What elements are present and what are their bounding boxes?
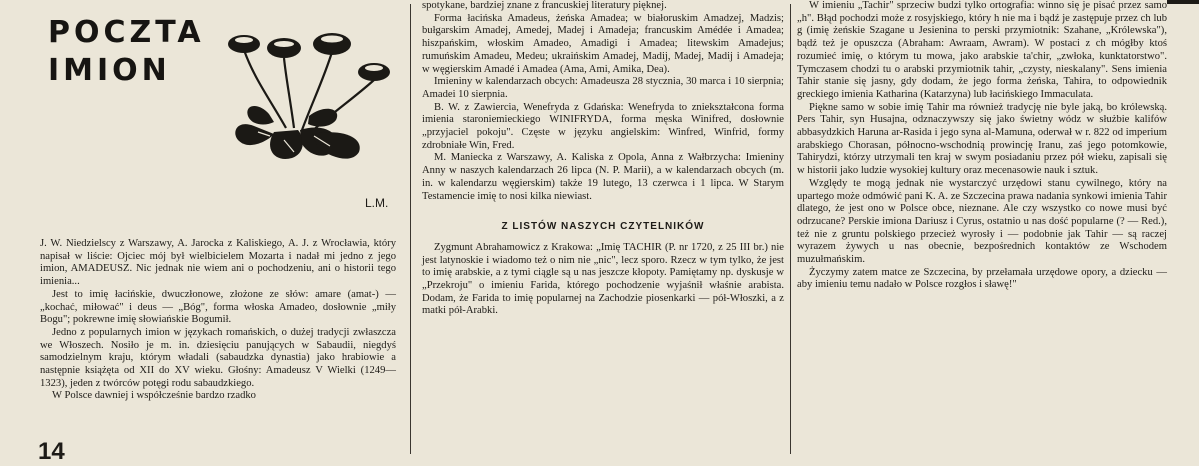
section-subheading: Z LISTÓW NASZYCH CZYTELNIKÓW [501, 221, 705, 233]
col1-paragraph-4: W Polsce dawniej i współcześnie bardzo rzadko [52, 390, 256, 402]
col2-paragraph-2: Forma łacińska Amadeus, żeńska Amadea; w białoruskim Amadzej, Madzis; bułgarskim Amadej, Amedej, Madej i Amadeja; francuskim Amédée i Amadea; hiszpańskim, włoskim Amadeo, Amadigi i Amadea; litewskim Amadejus; rumuńskim Amadeu, Medeu; ukraińskim Amadej, Madij, Madej, Madij i Amadeja; w węgierskim Amadé i Amadea (Ama, Ami, Amika, Dea). [422, 12, 784, 75]
col2-paragraph-6: Zygmunt Abrahamowicz z Krakowa: „Imię TACHIR (P. nr 1720, z 25 III br.) nie jest latynoskie i wiadomo też o nim nie „nic", lecz sporo. Rzecz w tym tylko, że jest to imię arabskie, a z tymi ciągle są u nas jeszcze kłopoty. Pamiętamy np. dyskusje w „Przekroju" o imieniu Farida, którego pochodzenie wyjaśnił właśnie arabista. Dodam, że Farida to imię popularnej na Zachodzie piosenkarki — pół-Włoszki, a z matki pół-Arabki. [422, 241, 784, 317]
article-title [48, 14, 205, 90]
column-3 [797, 0, 1167, 292]
col2-paragraph-5: M. Maniecka z Warszawy, A. Kaliska z Opola, Anna z Wałbrzycha: Imieniny Anny w naszych kalendarzach 26 lipca (N. P. Marii), a w kalendarzach obcych (m. in. w kalendarzu węgierskim) także 19 lutego, 13 czerwca i 1 lipca. W Starym Testamencie imię to nosi kilka niewiast. [422, 152, 784, 202]
title-line-1: POCZTA [48, 15, 205, 50]
col2-paragraph-1: spotykane, bardziej znane z francuskiej literatury pięknej. [422, 0, 667, 11]
column-divider [790, 4, 791, 454]
col1-paragraph-3: Jedno z popularnych imion w językach romańskich, o dużej tradycji zwłaszcza we Włoszech. Nosiło je m. in. dziesięciu panujących w Sabaudii, niegdyś samodzielnym kraju, którym władali (sabaudzka dynastia) jako hrabiowie a następnie książęta od XII do XV wieku. Głośny: Amadeusz V Wielki (1249—1323), jeden z twórców potęgi rodu sabaudzkiego. [40, 326, 396, 389]
daisy-illustration [214, 18, 404, 168]
col1-paragraph-1: J. W. Niedzielscy z Warszawy, A. Jarocka z Kaliskiego, A. J. z Wrocławia, który napisał w liście: Ojciec mój był wielbicielem Mozarta i nadał mi jedno z jego imion, AMADEUSZ. Nic jednak nie wiem ani o pochodzeniu, ani o historii tego imienia... [40, 238, 396, 288]
top-border-bar [1167, 0, 1199, 4]
col2-paragraph-4: B. W. z Zawiercia, Wenefryda z Gdańska: Wenefryda to zniekształcona forma imienia staroniemieckiego WINIFRYDA, forma męska Winifred, dosłownie „przyjaciel pokoju". Częste w języku angielskim: Winfred, Winfrid, formy zdrobniałe Win, Fred. [422, 101, 784, 151]
page-number: 14 [38, 438, 65, 465]
column-2 [422, 0, 784, 318]
col3-paragraph-1: W imieniu „Tachir" sprzeciw budzi tylko ortografia: winno się je pisać przez samo „h". Błąd pochodzi może z rosyjskiego, który h nie ma i bądź je zastępuje przez ch lub g (imię żeńskie Szagane u Jesienina to perski przymiotnik: Szahane, „Królewska"), bądź też je opuszcza (Abraham: Awraam, Awram). W postaci z ch mógłby ktoś rozumieć imię, o którym tu mowa, jako arabskie ta'chir, „zwłoka, kunktatorstwo". Tymczasem chodzi tu o arabski przymiotnik tahir, „czysty, nieskalany". Sens imienia Tahir stanie się jasny, gdy dodam, że jego forma żeńska, Tahira, to odpowiednik greckiego imienia Katharina (Katarzyna) lub łacińskiego Immaculata. [797, 0, 1167, 100]
col3-paragraph-3: Względy te mogą jednak nie wystarczyć urzędowi stanu cywilnego, który na upartego może odmówić pani K. A. ze Szczecina prawa nadania synkowi imienia Tahir dlatego, że jest ono w Polsce obce, nieznane. Ale czy wszystko co nowe musi być odrzucane? Perskie imiona Dariusz i Cyrus, ostatnio u nas dość popularne (? — Red.), też nie z gruntu polskiego przecież wyrosły i — podobnie jak Tahir — są raczej wyrazem żywych u nas obecnie, bezpośrednich kontaktów ze Wschodem muzułmańskim. [797, 177, 1167, 266]
col2-paragraph-3: Imieniny w kalendarzach obcych: Amadeusza 28 stycznia, 30 marca i 10 sierpnia; Amadei 10 sierpnia. [422, 76, 784, 100]
author-signature: L.M. [365, 196, 389, 210]
col3-paragraph-2: Piękne samo w sobie imię Tahir ma również tradycję nie byle jaką, bo królewską. Pers Tahir, syn Husajna, odznaczywszy się jako świetny wódz w służbie kalifów abbasydzkich Haruna ar-Rasida i jego syna al-Mamuna, oderwał w r. 822 od imperium arabskiego Chorasan, północno-wschodnią prowincję Iranu, zaś jego potomkowie, Tahirydzi, którzy utrzymali ten kraj w swym posiadaniu przez pół wieku, zapisali się w historii jako ludzie wysokiej kultury oraz mecenasowie nauk i sztuk. [797, 101, 1167, 177]
column-divider [410, 4, 411, 454]
title-line-2: IMION [48, 53, 171, 88]
col3-paragraph-4: Życzymy zatem matce ze Szczecina, by przełamała urzędowe opory, a dziecku — aby imieniu temu nadało w Polsce rozgłos i sławę!" [797, 266, 1167, 291]
col1-paragraph-2: Jest to imię łacińskie, dwuczłonowe, złożone ze słów: amare (amat-) — „kochać, miłować" i deus — „Bóg", forma włoska Amadeo, dosłownie „miły Bogu"; pokrewne imię słowiańskie Bogumił. [40, 288, 396, 326]
